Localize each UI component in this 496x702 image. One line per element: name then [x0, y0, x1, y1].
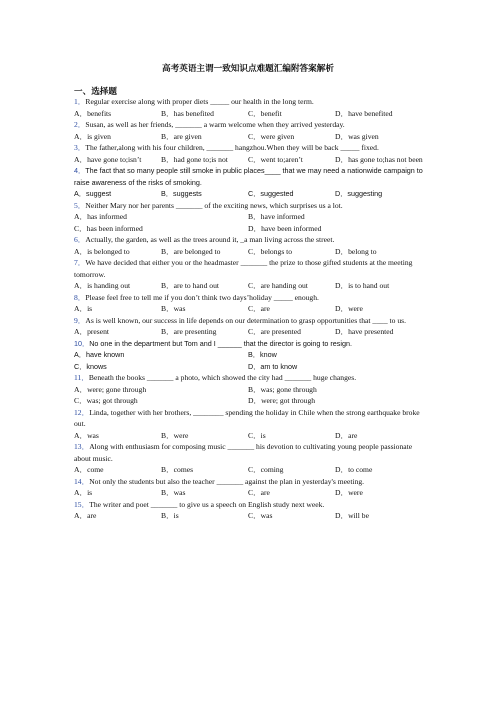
option-c: C．suggested [248, 189, 294, 198]
option-b: B．is [161, 511, 179, 520]
question-list [74, 96, 424, 522]
option-d: D．were; got through [248, 396, 316, 405]
question-13 [74, 441, 424, 464]
options-row [74, 384, 424, 396]
question-4 [74, 165, 424, 188]
question-number: 4． [74, 166, 86, 175]
question-12 [74, 407, 424, 430]
option-a: A．suggest [74, 189, 112, 198]
question-stem: Not only the students but also the teacher _______ against the plan in yesterday's meeting. [89, 476, 365, 486]
option-a: A．benefits [74, 108, 112, 118]
options-row [74, 108, 424, 120]
question-stem: Regular exercise along with proper diets _____ our health in the long term. [85, 97, 314, 106]
option-b: B．comes [161, 465, 194, 474]
question-number: 2． [74, 120, 86, 129]
option-a: A．is given [74, 131, 111, 141]
question-stem: Actually, the garden, as well as the trees around it, _a man living across the street. [85, 235, 335, 244]
option-d: D．has gone to;has not been [335, 154, 423, 164]
option-d: D．have presented [335, 327, 394, 336]
question-number: 10． [74, 338, 90, 348]
option-c: C．has been informed [74, 223, 143, 233]
option-d: D．have benefited [335, 108, 393, 118]
question-stem: As is well known, our success in life depends on our determination to grasp opportunities that ____ to us. [85, 315, 406, 325]
options-row [74, 280, 424, 292]
option-b: B．know [248, 350, 277, 359]
option-a: A．have gone to;isn’t [74, 154, 142, 164]
question-stem: Neither Mary nor her parents _______ of the exciting news, which surprises us a lot. [85, 200, 343, 210]
option-a: A．has informed [74, 212, 127, 221]
question-11 [74, 372, 424, 384]
option-a: A．is [74, 488, 93, 497]
option-d: D．will be [335, 511, 369, 520]
option-c: C．benefit [248, 108, 282, 118]
options-row [74, 361, 424, 373]
question-7 [74, 257, 424, 280]
section-heading: 一、选择题 [74, 86, 117, 96]
question-number: 11． [74, 373, 89, 382]
option-b: B．suggests [161, 189, 202, 198]
option-d: D．were [335, 488, 363, 497]
question-number: 14． [74, 476, 90, 486]
option-c: C．went to;aren’t [248, 154, 303, 164]
option-a: A．is handing out [74, 281, 131, 290]
option-a: A．were; gone through [74, 384, 147, 394]
option-d: D．belong to [335, 246, 377, 256]
option-c: C．coming [248, 465, 284, 474]
question-stem: No one in the department but Tom and I ______ that the director is going to resign. [89, 338, 352, 348]
question-stem: Along with enthusiasm for composing music _______ his devotion to cultivating young people passionate about music. [74, 442, 413, 463]
options-row [74, 326, 424, 338]
question-14 [74, 476, 424, 488]
option-c: C．were given [248, 131, 295, 141]
question-stem: The fact that so many people still smoke in public places____ that we may need a nationwide campaign to raise awareness of the risks of smoking. [74, 166, 423, 187]
question-number: 13． [74, 442, 90, 451]
question-3 [74, 142, 424, 154]
question-stem: Please feel free to tell me if you don’t think two days’holiday _____ enough. [85, 292, 319, 302]
option-d: D．have been informed [248, 223, 322, 233]
question-number: 15． [74, 499, 90, 509]
options-row [74, 211, 424, 223]
options-row [74, 349, 424, 361]
option-b: B．had gone to;is not [161, 154, 228, 164]
option-b: B．was; gone through [248, 384, 317, 394]
option-c: C．are [248, 304, 270, 313]
option-a: A．are [74, 511, 97, 520]
option-b: B．was [161, 488, 186, 497]
option-c: C．was [248, 511, 273, 520]
question-9 [74, 315, 424, 327]
question-number: 6． [74, 235, 86, 244]
option-d: D．were [335, 304, 363, 313]
question-15 [74, 499, 424, 511]
question-stem: The father,along with his four children, _______ hangzhou.When they will be back _____ fixed. [85, 143, 379, 152]
question-number: 9． [74, 315, 86, 325]
option-d: D．am to know [248, 361, 298, 371]
options-row [74, 430, 424, 442]
option-c: C．belongs to [248, 246, 293, 256]
option-c: C．are [248, 488, 270, 497]
option-b: B．has benefited [161, 108, 214, 118]
option-b: B．have informed [248, 212, 305, 221]
option-d: D．to come [335, 465, 373, 474]
option-a: A．is belonged to [74, 246, 130, 256]
option-b: B．were [161, 430, 189, 440]
options-row [74, 188, 424, 200]
option-a: A．have known [74, 350, 125, 359]
question-10 [74, 338, 424, 350]
question-8 [74, 292, 424, 304]
option-b: B．are belonged to [161, 246, 221, 256]
option-c: C．are handing out [248, 281, 308, 290]
question-5 [74, 200, 424, 212]
question-stem: Beneath the books _______ a photo, which showed the city had _______ huge changes. [88, 373, 357, 382]
options-row [74, 154, 424, 166]
page-title: 高考英语主谓一致知识点难题汇编附答案解析 [162, 63, 334, 73]
question-number: 12． [74, 407, 90, 417]
option-b: B．are to hand out [161, 281, 219, 290]
options-row [74, 487, 424, 499]
question-number: 5． [74, 200, 86, 210]
option-c: C．knows [74, 361, 107, 371]
options-row [74, 395, 424, 407]
question-6 [74, 234, 424, 246]
question-2 [74, 119, 424, 131]
option-a: A．is [74, 304, 93, 313]
option-a: A．come [74, 465, 104, 474]
options-row [74, 223, 424, 235]
options-row [74, 303, 424, 315]
question-number: 1． [74, 97, 86, 106]
options-row [74, 510, 424, 522]
option-d: D．was given [335, 131, 379, 141]
question-number: 7． [74, 258, 86, 267]
option-a: A．present [74, 327, 110, 336]
option-d: D．suggesting [335, 189, 383, 198]
question-stem: Linda, together with her brothers, ________ spending the holiday in Chile when the strong earthquake broke out. [74, 407, 420, 428]
question-stem: The writer and poet _______ to give us a speech on English study next week. [89, 499, 325, 509]
option-c: C．are presented [248, 327, 301, 336]
option-a: A．was [74, 430, 99, 440]
option-b: B．are presenting [161, 327, 217, 336]
option-b: B．was [161, 304, 186, 313]
question-stem: We have decided that either you or the headmaster _______ the prize to those gifted students at the meeting tomorrow. [74, 258, 413, 279]
option-d: D．are [335, 430, 358, 440]
option-c: C．is [248, 430, 266, 440]
option-d: D．is to hand out [335, 281, 390, 290]
options-row [74, 464, 424, 476]
question-1 [74, 96, 424, 108]
question-number: 8． [74, 292, 86, 302]
option-c: C．was; got through [74, 396, 138, 405]
option-b: B．are given [161, 131, 202, 141]
question-stem: Susan, as well as her friends, _______ a warm welcome when they arrived yesterday. [85, 120, 345, 129]
options-row [74, 246, 424, 258]
question-number: 3． [74, 143, 86, 152]
options-row [74, 131, 424, 143]
